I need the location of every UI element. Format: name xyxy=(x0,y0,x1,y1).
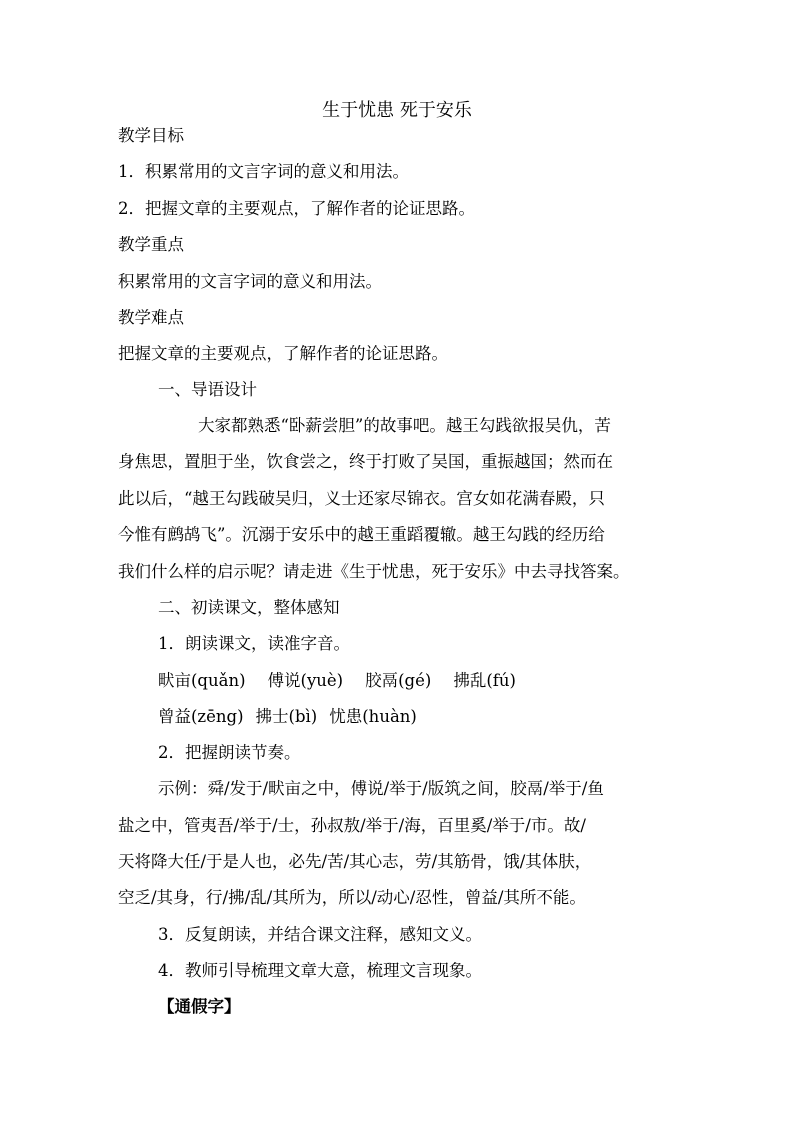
intro-paragraph-line-2: 身焦思，置胆于坐，饮食尝之，终于打败了吴国，重振越国；然而在 xyxy=(118,452,613,471)
section-2-item-2: 2．把握朗读节奏。 xyxy=(158,743,301,762)
section-2-item-3: 3．反复朗读，并结合课文注释，感知文义。 xyxy=(158,925,482,944)
example-line-4: 空乏/其身，行/拂/乱/其所为，所以/动心/忍性，曾益/其所不能。 xyxy=(118,888,586,907)
tongjiazi-heading: 【通假字】 xyxy=(158,997,241,1016)
pinyin-row-2 xyxy=(158,707,417,727)
section-2-heading: 二、初读课文，整体感知 xyxy=(158,598,340,617)
example-line-1: 示例：舜/发于/畎亩之中，傅说/举于/版筑之间，胶鬲/举于/鱼 xyxy=(158,779,604,798)
section-2-item-1: 1．朗读课文，读准字音。 xyxy=(158,634,350,653)
document-title: 生于忧患 死于安乐 xyxy=(322,100,472,121)
example-line-2: 盐之中，管夷吾/举于/士，孙叔敖/举于/海，百里奚/举于/市。故/ xyxy=(118,816,586,835)
pinyin-word: 拂乱(fú) xyxy=(453,671,516,690)
intro-paragraph-line-5: 我们什么样的启示呢？请走进《生于忧患，死于安乐》中去寻找答案。 xyxy=(118,562,630,581)
section-2-item-4: 4．教师引导梳理文章大意，梳理文言现象。 xyxy=(158,961,482,980)
pinyin-word: 曾益(zēng) xyxy=(158,707,244,726)
pinyin-word: 胶鬲(gé) xyxy=(365,671,432,690)
heading-difficult-points: 教学难点 xyxy=(118,308,184,327)
objective-2: 2．把握文章的主要观点，了解作者的论证思路。 xyxy=(118,199,475,218)
pinyin-row-1 xyxy=(158,671,516,691)
intro-paragraph-line-3: 此以后，“越王勾践破吴归，义士还家尽锦衣。宫女如花满春殿，只 xyxy=(118,489,605,508)
pinyin-word: 傅说(yuè) xyxy=(267,671,344,690)
heading-key-points: 教学重点 xyxy=(118,235,184,254)
objective-1: 1．积累常用的文言字词的意义和用法。 xyxy=(118,162,409,181)
difficult-points-text: 把握文章的主要观点，了解作者的论证思路。 xyxy=(118,344,448,363)
section-1-heading: 一、导语设计 xyxy=(158,380,257,399)
intro-paragraph-line-4: 今惟有鹧鸪飞”。沉溺于安乐中的越王重蹈覆辙。越王勾践的经历给 xyxy=(118,525,605,544)
pinyin-word: 拂士(bì) xyxy=(255,707,318,726)
key-points-text: 积累常用的文言字词的意义和用法。 xyxy=(118,272,382,291)
intro-paragraph-line-1: 大家都熟悉“卧薪尝胆”的故事吧。越王勾践欲报吴仇，苦 xyxy=(198,416,611,435)
pinyin-word: 忧患(huàn) xyxy=(329,707,417,726)
pinyin-word: 畎亩(quǎn) xyxy=(158,671,246,690)
heading-objectives: 教学目标 xyxy=(118,126,184,145)
example-line-3: 天将降大任/于是人也，必先/苦/其心志，劳/其筋骨，饿/其体肤， xyxy=(118,852,592,871)
